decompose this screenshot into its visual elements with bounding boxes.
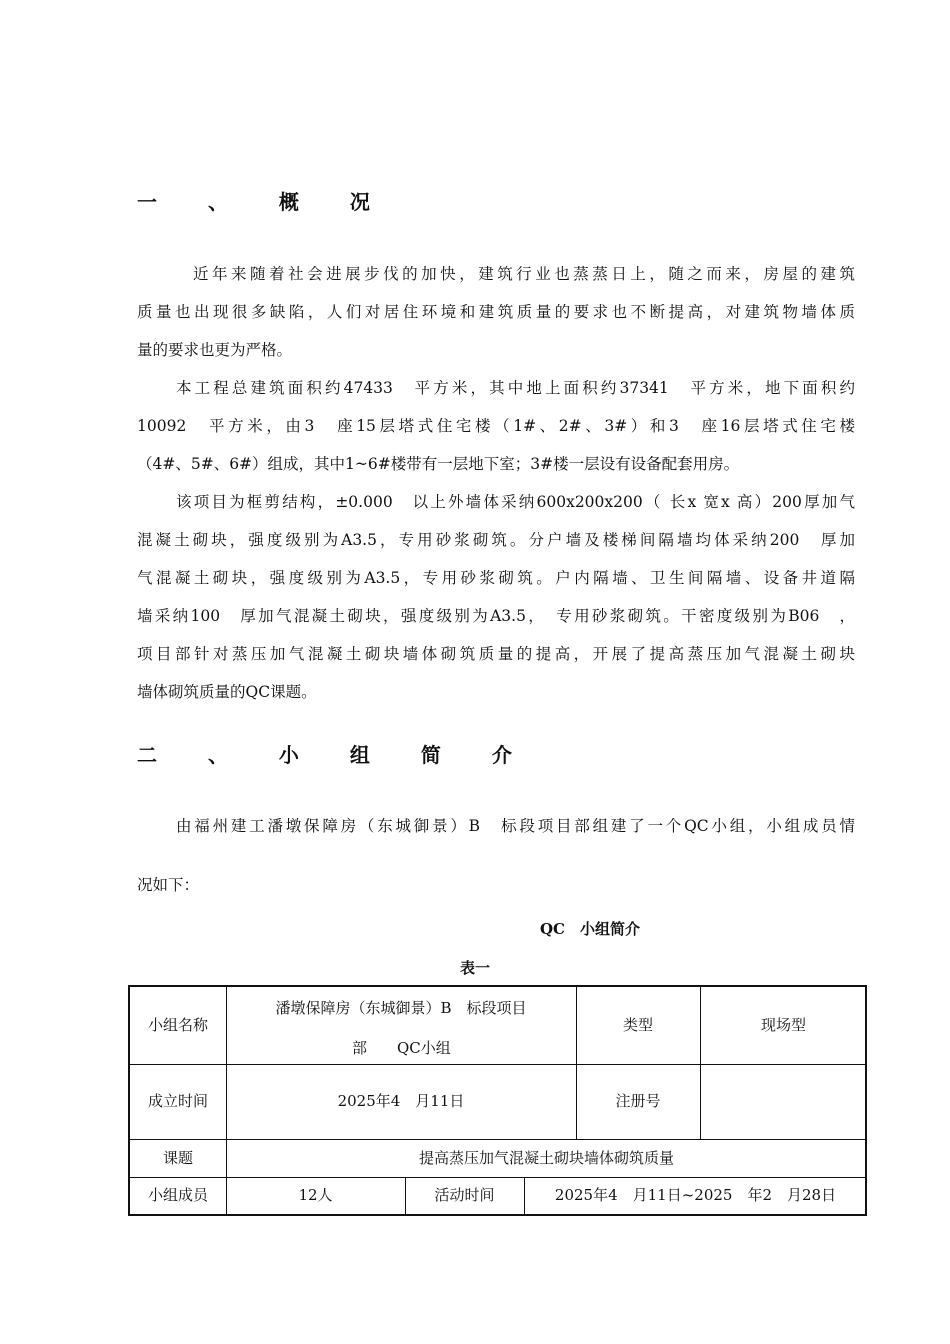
registration-value [700,1064,867,1139]
overview-line: 墙采纳100 厚加气混凝土砌块，强度级别为A3.5， 专用砂浆砌筑。干密度级别为B06 ， [137,607,855,625]
table-caption: 表一 [459,959,490,977]
topic-value: 提高蒸压加气混凝土砌块墙体砌筑质量 [418,1149,674,1167]
overview-line: （4#、5#、6#）组成，其中1~6#楼带有一层地下室；3#楼一层设有设备配套用房。 [137,455,740,473]
overview-line: 项目部针对蒸压加气混凝土砌块墙体砌筑质量的提高，开展了提高蒸压加气混凝土砌块 [137,645,855,663]
overview-line: 量的要求也更为严格。 [137,341,293,359]
period-value: 2025年4 月11日~2025 年2 月28日 [554,1186,837,1204]
members-value: 12人 [298,1186,333,1204]
overview-line: 该项目为框剪结构，±0.000 以上外墙体采纳600x200x200（ 长x 宽x 高）200厚加气 [176,493,855,511]
overview-line: 质量也出现很多缺陷，人们对居住环境和建筑质量的要求也不断提高，对建筑物墙体质 [137,303,855,321]
overview-line: 墙体砌筑质量的QC课题。 [137,683,317,701]
founded-label: 成立时间 [147,1092,208,1110]
members-label: 小组成员 [147,1186,208,1204]
overview-line: 本工程总建筑面积约47433 平方米，其中地上面积约37341 平方米，地下面积约 [176,379,855,397]
group-name-value-line: 潘墩保障房（东城御景）B 标段项目 [275,999,527,1017]
intro-line: 由福州建工潘墩保障房（东城御景）B 标段项目部组建了一个QC小组，小组成员情 [176,817,855,835]
topic-label: 课题 [162,1149,193,1167]
period-label: 活动时间 [434,1186,495,1204]
heading-overview: 一 、 概 况 [137,190,392,214]
type-value: 现场型 [760,1016,806,1034]
overview-line: 近年来随着社会进展步伐的加快，建筑行业也蒸蒸日上，随之而来，房屋的建筑 [193,265,855,283]
group-name-label: 小组名称 [147,1016,208,1034]
heading-group-intro: 二 、 小 组 简 介 [137,743,534,767]
intro-line: 况如下： [137,876,200,894]
group-name-value-line: 部 QC小组 [352,1039,451,1057]
founded-value: 2025年4 月11日 [337,1092,465,1110]
type-label: 类型 [622,1016,653,1034]
overview-line: 气混凝土砌块，强度级别为A3.5，专用砂浆砌筑。户内隔墙、卫生间隔墙、设备井道隔 [137,569,855,587]
registration-label: 注册号 [615,1092,661,1110]
overview-line: 混凝土砌块，强度级别为A3.5，专用砂浆砌筑。分户墙及楼梯间隔墙均体采纳200 厚加 [137,531,855,549]
qc-table-grid [128,985,867,1216]
table-title: QC 小组简介 [539,920,640,938]
overview-line: 10092 平方米，由3 座15层塔式住宅楼（1#、2#、3#）和3 座16层塔式住宅楼 [137,417,855,435]
